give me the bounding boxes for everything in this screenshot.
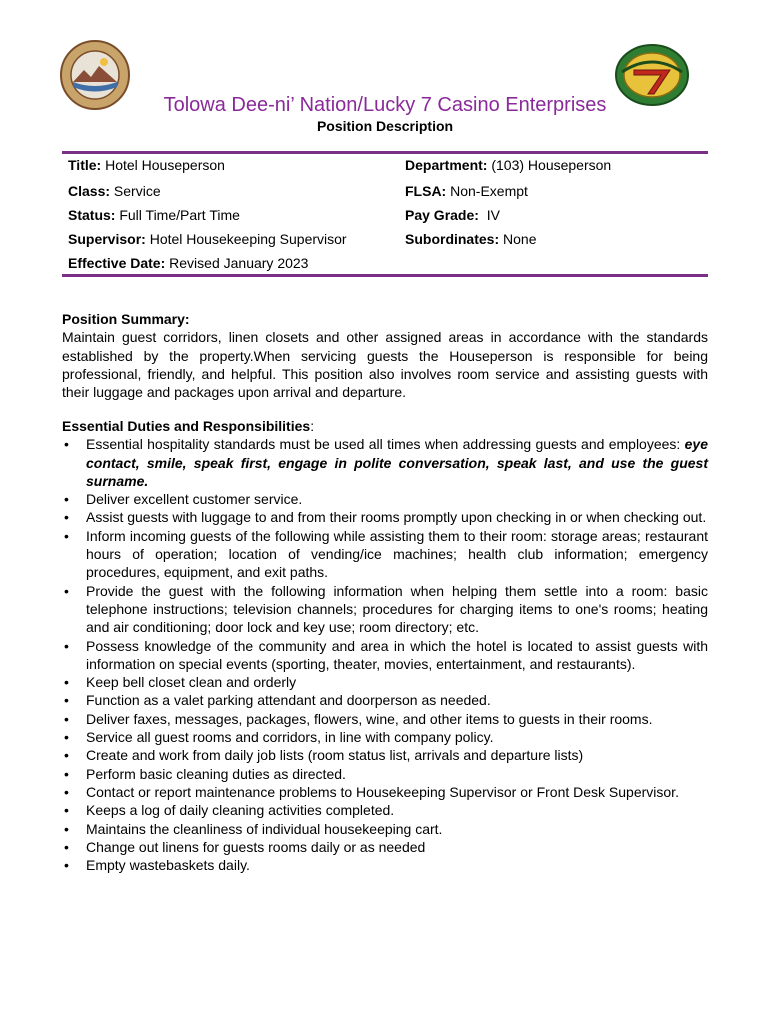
- list-item: • Perform basic cleaning duties as directed.: [62, 765, 708, 783]
- field-pay-grade: [405, 207, 500, 223]
- document-title: Tolowa Dee-ni’ Nation/Lucky 7 Casino Enterprises: [163, 94, 607, 116]
- summary-heading: Position Summary:: [62, 311, 190, 327]
- field-department: [405, 157, 611, 173]
- list-item: • Keep bell closet clean and orderly: [62, 673, 708, 691]
- list-item: • Deliver excellent customer service.: [62, 490, 708, 508]
- list-item: • Keeps a log of daily cleaning activities completed.: [62, 801, 708, 819]
- list-item: • Assist guests with luggage to and from their rooms promptly upon checking in or when checking out.: [62, 508, 708, 526]
- field-subordinates: [405, 231, 536, 247]
- list-item: • Service all guest rooms and corridors, in line with company policy.: [62, 728, 708, 746]
- list-item: • Change out linens for guests rooms daily or as needed: [62, 838, 708, 856]
- document-subtitle: Position Description: [316, 118, 454, 134]
- list-item: • Function as a valet parking attendant and doorperson as needed.: [62, 691, 708, 709]
- field-label: Title:: [68, 157, 102, 173]
- field-class: [68, 183, 161, 199]
- field-effective-date: [68, 255, 308, 271]
- list-item: • Inform incoming guests of the following while assisting them to their room: storage areas; restaurant hours of operation; location of vending/ice machines; health club information; emergency procedures, equipment, and exit paths.: [62, 527, 708, 582]
- duties-heading-colon: :: [310, 418, 315, 434]
- field-value: Non-Exempt: [446, 183, 528, 199]
- list-item: • Maintains the cleanliness of individual housekeeping cart.: [62, 820, 708, 838]
- field-label: Class:: [68, 183, 111, 199]
- essential-duties: [62, 417, 708, 874]
- duty-text: Essential hospitality standards must be used all times when addressing guests and employees:: [86, 436, 685, 453]
- list-item: • Empty wastebaskets daily.: [62, 856, 708, 874]
- list-item: • Contact or report maintenance problems to Housekeeping Supervisor or Front Desk Supervisor.: [62, 783, 708, 801]
- field-value: (103) Houseperson: [487, 157, 612, 173]
- field-value: Service: [110, 183, 161, 199]
- header-bottom-rule: [62, 274, 708, 277]
- list-item: • Deliver faxes, messages, packages, flowers, wine, and other items to guests in their rooms.: [62, 710, 708, 728]
- field-value: Full Time/Part Time: [115, 207, 240, 223]
- duties-heading-line: [62, 417, 708, 435]
- field-flsa: [405, 183, 528, 199]
- field-value: Revised January 2023: [165, 255, 309, 271]
- field-value: IV: [478, 207, 500, 223]
- duty-emphasis: eye contact, smile, speak first, engage in polite conversation, speak last, and use the guest surname.: [86, 436, 708, 489]
- field-value: Hotel Housekeeping Supervisor: [145, 231, 347, 247]
- list-item: • Possess knowledge of the community and area in which the hotel is located to assist guests with information on special events (sporting, theater, movies, entertainment, and restaurants).: [62, 637, 708, 674]
- field-title: [68, 157, 225, 173]
- field-label: Department:: [405, 157, 488, 173]
- field-value: Hotel Houseperson: [101, 157, 225, 173]
- field-label: Subordinates:: [405, 231, 500, 247]
- header-top-rule: [62, 151, 708, 154]
- field-label: Effective Date:: [68, 255, 166, 271]
- duties-heading: Essential Duties and Responsibilities: [62, 418, 311, 434]
- field-label: FLSA:: [405, 183, 447, 199]
- field-label: Pay Grade:: [405, 207, 479, 223]
- field-label: Status:: [68, 207, 116, 223]
- field-supervisor: [68, 231, 347, 247]
- list-item: • Create and work from daily job lists (room status list, arrivals and departure lists): [62, 746, 708, 764]
- field-status: [68, 207, 240, 223]
- duties-list: [62, 435, 708, 874]
- list-item: • Provide the guest with the following information when helping them settle into a room: basic telephone instructions; television channels; procedures for charging items to one's rooms; heating and air conditioning; door lock and key use; room directory; etc.: [62, 582, 708, 637]
- summary-text: Maintain guest corridors, linen closets and other assigned areas in accordance with the standards established by the property.When servicing guests the Houseperson is responsible for being professional, friendly, and helpful. This position also involves room service and assisting guests with their luggage and packages upon arrival and departure.: [62, 329, 708, 401]
- list-item: [62, 435, 708, 490]
- field-label: Supervisor:: [68, 231, 146, 247]
- field-value: None: [499, 231, 537, 247]
- position-summary: [62, 310, 708, 401]
